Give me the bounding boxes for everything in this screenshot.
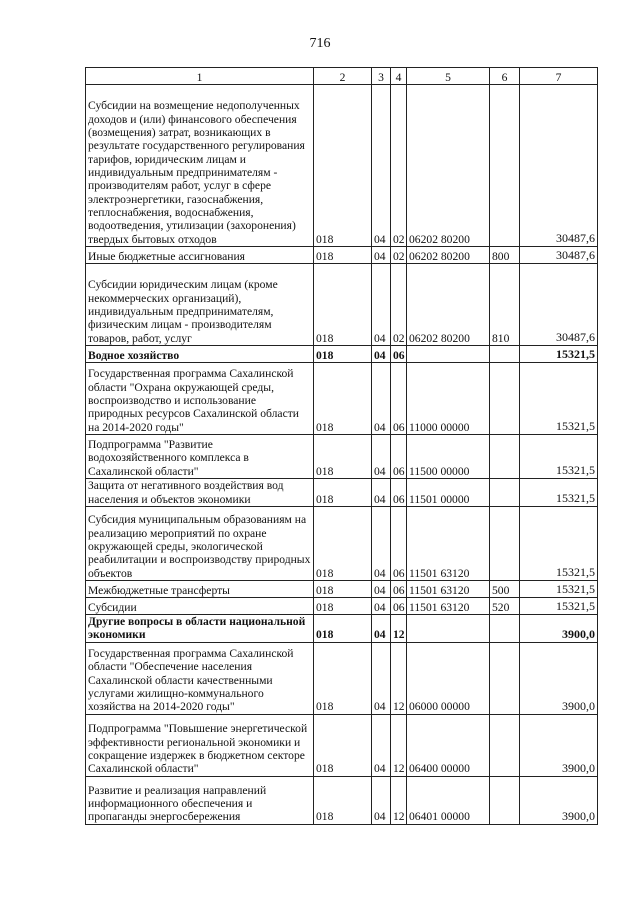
row-name: Субсидии [86,598,314,615]
ministry-code: 018 [314,264,372,346]
section-code: 04 [372,247,391,264]
target-article-code: 06202 80200 [407,247,490,264]
row-name: Водное хозяйство [86,346,314,363]
target-article-code: 11501 00000 [407,479,490,507]
ministry-code: 018 [314,363,372,435]
header-col-1: 1 [86,68,314,85]
header-col-2: 2 [314,68,372,85]
row-name: Субсидия муниципальным образованиям на реализацию мероприятий по охране окружающей среды, экологической реабилитации и воспроизводству природных объектов [86,507,314,581]
target-article-code: 06400 00000 [407,714,490,776]
target-article-code: 06202 80200 [407,85,490,247]
ministry-code: 018 [314,642,372,714]
row-name: Развитие и реализация направлений информационного обеспечения и пропаганды энергосбережения [86,776,314,824]
section-code: 04 [372,581,391,598]
ministry-code: 018 [314,581,372,598]
section-code: 04 [372,435,391,479]
amount-value: 15321,5 [520,346,598,363]
section-code: 04 [372,346,391,363]
expense-type-code: 500 [490,581,520,598]
amount-value: 30487,6 [520,85,598,247]
row-name: Иные бюджетные ассигнования [86,247,314,264]
amount-value: 3900,0 [520,776,598,824]
expense-type-code: 810 [490,264,520,346]
section-code: 04 [372,642,391,714]
expense-type-code: 520 [490,598,520,615]
section-code: 04 [372,776,391,824]
table-row [86,435,598,479]
expense-type-code [490,85,520,247]
amount-value: 15321,5 [520,479,598,507]
amount-value: 15321,5 [520,363,598,435]
ministry-code: 018 [314,714,372,776]
subsection-code: 06 [391,346,407,363]
amount-value: 15321,5 [520,581,598,598]
table-row [86,363,598,435]
subsection-code: 02 [391,264,407,346]
subsection-code: 06 [391,479,407,507]
amount-value: 3900,0 [520,615,598,643]
subsection-code: 06 [391,581,407,598]
amount-value: 15321,5 [520,435,598,479]
subsection-code: 12 [391,714,407,776]
ministry-code: 018 [314,776,372,824]
table-row [86,598,598,615]
row-name: Подпрограмма "Повышение энергетической эффективности региональной экономики и сокращение издержек в бюджетном секторе Сахалинской области" [86,714,314,776]
target-article-code: 06401 00000 [407,776,490,824]
budget-table [85,67,598,825]
ministry-code: 018 [314,507,372,581]
row-name: Субсидии юридическим лицам (кроме некоммерческих организаций), индивидуальным предпринимателям, физическим лицам - производителям товаров, работ, услуг [86,264,314,346]
table-row [86,615,598,643]
section-code: 04 [372,507,391,581]
target-article-code [407,615,490,643]
subsection-code: 12 [391,615,407,643]
ministry-code: 018 [314,346,372,363]
target-article-code: 11000 00000 [407,363,490,435]
ministry-code: 018 [314,85,372,247]
amount-value: 30487,6 [520,264,598,346]
table-row [86,264,598,346]
header-col-6: 6 [490,68,520,85]
ministry-code: 018 [314,435,372,479]
ministry-code: 018 [314,247,372,264]
amount-value: 3900,0 [520,714,598,776]
expense-type-code [490,714,520,776]
expense-type-code [490,507,520,581]
table-row [86,507,598,581]
row-name: Государственная программа Сахалинской области "Обеспечение населения Сахалинской области качественными услугами жилищно-коммунального хозяйства на 2014-2020 годы" [86,642,314,714]
table-row [86,479,598,507]
header-col-4: 4 [391,68,407,85]
table-row [86,776,598,824]
expense-type-code [490,615,520,643]
section-code: 04 [372,363,391,435]
amount-value: 15321,5 [520,507,598,581]
expense-type-code [490,776,520,824]
row-name: Субсидии на возмещение недополученных доходов и (или) финансового обеспечения (возмещения) затрат, возникающих в результате государственного регулирования тарифов, юридическим лицам и индивидуальным предпринимателям - производителям работ, услуг в сфере электроэнергетики, газоснабжения, теплоснабжения, водоснабжения, водоотведения, утилизации (захоронения) твердых бытовых отходов [86,85,314,247]
amount-value: 15321,5 [520,598,598,615]
subsection-code: 02 [391,85,407,247]
expense-type-code [490,435,520,479]
amount-value: 30487,6 [520,247,598,264]
target-article-code: 11500 00000 [407,435,490,479]
target-article-code: 06202 80200 [407,264,490,346]
section-code: 04 [372,479,391,507]
table-row [86,346,598,363]
expense-type-code [490,479,520,507]
subsection-code: 12 [391,776,407,824]
table-row [86,85,598,247]
table-row [86,581,598,598]
section-code: 04 [372,714,391,776]
header-col-7: 7 [520,68,598,85]
subsection-code: 06 [391,363,407,435]
target-article-code: 06000 00000 [407,642,490,714]
expense-type-code [490,642,520,714]
target-article-code: 11501 63120 [407,507,490,581]
amount-value: 3900,0 [520,642,598,714]
section-code: 04 [372,598,391,615]
row-name: Государственная программа Сахалинской области "Охрана окружающей среды, воспроизводство и использование природных ресурсов Сахалинской области на 2014-2020 годы" [86,363,314,435]
section-code: 04 [372,264,391,346]
expense-type-code: 800 [490,247,520,264]
expense-type-code [490,346,520,363]
table-body [86,85,598,825]
header-col-3: 3 [372,68,391,85]
section-code: 04 [372,85,391,247]
target-article-code [407,346,490,363]
row-name: Защита от негативного воздействия вод населения и объектов экономики [86,479,314,507]
expense-type-code [490,363,520,435]
row-name: Другие вопросы в области национальной экономики [86,615,314,643]
row-name: Межбюджетные трансферты [86,581,314,598]
subsection-code: 02 [391,247,407,264]
ministry-code: 018 [314,479,372,507]
subsection-code: 06 [391,598,407,615]
header-row [86,68,598,85]
target-article-code: 11501 63120 [407,598,490,615]
table-row [86,714,598,776]
row-name: Подпрограмма "Развитие водохозяйственного комплекса в Сахалинской области" [86,435,314,479]
table-row [86,247,598,264]
header-col-5: 5 [407,68,490,85]
section-code: 04 [372,615,391,643]
ministry-code: 018 [314,615,372,643]
page-number: 716 [309,36,331,51]
subsection-code: 12 [391,642,407,714]
subsection-code: 06 [391,507,407,581]
ministry-code: 018 [314,598,372,615]
target-article-code: 11501 63120 [407,581,490,598]
subsection-code: 06 [391,435,407,479]
table-row [86,642,598,714]
